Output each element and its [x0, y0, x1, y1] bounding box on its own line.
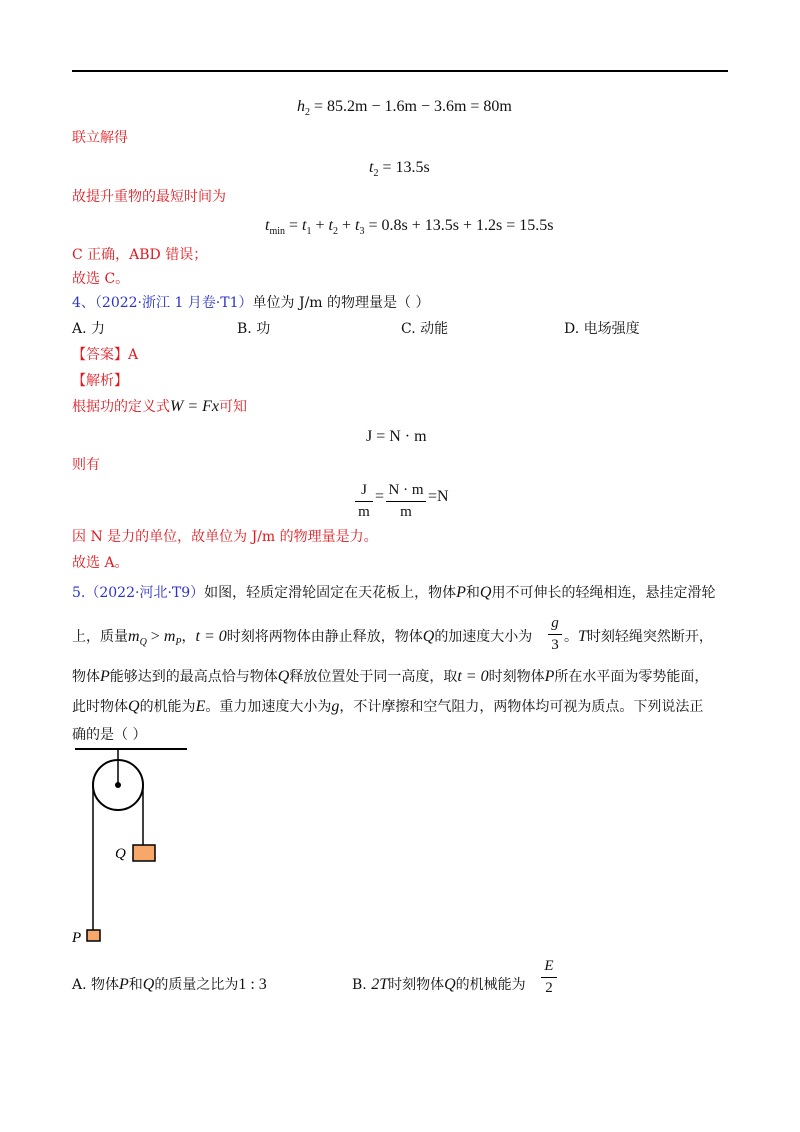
q5-text: 。 — [564, 629, 578, 645]
q5-text: 的加速度大小为 — [434, 629, 533, 645]
frac-num: N · m — [388, 482, 424, 498]
q4-option-c: C. 动能 — [401, 321, 449, 337]
eq-tail: = 0.8s + 13.5s + 1.2s = 15.5s — [364, 217, 554, 234]
q4-option-d: D. 电场强度 — [564, 321, 640, 337]
q5-text: 释放位置处于同一高度，取 — [289, 669, 458, 685]
var-2t: 2T — [371, 976, 389, 993]
q4-choose: 故选 A。 — [72, 555, 129, 571]
q4-def-formula: W = Fx — [170, 398, 219, 415]
frac-nm-over-m — [386, 482, 426, 521]
q5-text: 时刻轻绳突然断开， — [586, 629, 713, 645]
q5-text: 时刻物体 — [488, 669, 545, 685]
eq-t3: t — [355, 217, 360, 234]
eq-n: =N — [428, 488, 449, 505]
q5-line2 — [72, 628, 532, 652]
frac-den: 3 — [551, 637, 559, 653]
q5-text: 物体 — [72, 669, 100, 685]
eq-var: t — [265, 217, 270, 234]
frac-den: 2 — [545, 980, 553, 996]
ratio: 1 : 3 — [238, 976, 267, 993]
q4-text: 单位为 J/m 的物理量是（ ） — [252, 295, 430, 311]
frac-e-over-2 — [541, 958, 557, 997]
q5-text: 所在水平面为零势能面， — [554, 669, 709, 685]
q5-text: 时刻将两物体由静止释放，物体 — [226, 629, 423, 645]
opt-text: 和 — [128, 977, 143, 993]
equation-j: J = N · m — [366, 428, 427, 445]
pulley-axle — [115, 782, 121, 788]
q5-text: 能够达到的最高点恰与物体 — [109, 669, 278, 685]
q5-text: ，不计摩擦和空气阻力，两物体均可视为质点。下列说法正 — [339, 699, 704, 715]
q5-number: 5. — [72, 585, 86, 601]
q4-work-definition — [72, 398, 247, 416]
q5-line5: 确的是（ ） — [72, 727, 147, 743]
var-q: Q — [444, 976, 456, 993]
q5-line4 — [72, 698, 703, 716]
q5-text: 如图，轻质定滑轮固定在天花板上，物体 — [204, 585, 457, 601]
frac-den: m — [400, 504, 412, 520]
opt-text: 时刻物体 — [388, 977, 445, 993]
opt-text: 的质量之比为 — [154, 977, 239, 993]
text-guti: 故提升重物的最短时间为 — [72, 189, 226, 205]
q5-text: 。重力加速度大小为 — [205, 699, 332, 715]
t-zero: t = 0 — [195, 628, 227, 645]
frac-g-over-3 — [548, 615, 562, 654]
var-q: Q — [422, 628, 435, 645]
q4-source: （2022·浙江 1 月卷·T1） — [94, 295, 253, 311]
eq-sub: 2 — [305, 107, 310, 118]
text-c-correct: C 正确，ABD 错误； — [72, 247, 208, 263]
header-rule — [72, 70, 728, 72]
frac-num: J — [361, 482, 367, 498]
q5-text: 上，质量 — [72, 629, 128, 645]
var-p: P — [100, 668, 110, 685]
equation-h2 — [297, 98, 512, 122]
var-g: g — [331, 698, 340, 715]
q5-line2-tail — [564, 628, 713, 646]
q4-conclusion: 因 N 是力的单位，故单位为 J/m 的物理量是力。 — [72, 529, 378, 545]
q5-option-b — [352, 976, 526, 994]
q5-text: 和 — [465, 585, 480, 601]
opt-text: A. 物体 — [72, 977, 120, 993]
var-p: P — [119, 976, 129, 993]
frac-num: g — [551, 615, 559, 631]
q5-source: （2022·河北·T9） — [85, 585, 205, 601]
eq-var: h — [297, 98, 305, 115]
block-q — [133, 845, 155, 861]
q5-text: 此时物体 — [72, 699, 128, 715]
eq-rhs: = 13.5s — [378, 159, 430, 176]
q4-def-post: 可知 — [219, 399, 247, 415]
q5-text: ， — [181, 629, 196, 645]
q4-stem — [72, 294, 429, 312]
label-q: Q — [115, 846, 126, 862]
equation-tmin: $t_{min} = t_1 + t_2 + t_3 = 0.8s + 13.5s + 1.2s = 15.5s$ — [265, 217, 554, 237]
q4-number: 4、 — [72, 295, 95, 311]
label-p: P — [72, 930, 82, 946]
var-m-sub: P — [175, 637, 182, 648]
q5-text: 的机能为 — [139, 699, 196, 715]
eq-var: t — [369, 159, 374, 176]
text-choose-c: 故选 C。 — [72, 271, 130, 287]
eq-t1: t — [302, 217, 307, 234]
q5-option-a — [72, 976, 267, 994]
var-m: m — [163, 628, 176, 645]
gt-sign: > — [146, 628, 164, 645]
var-q: Q — [128, 698, 140, 715]
eq-rhs: = 85.2m − 1.6m − 3.6m = 80m — [310, 98, 512, 115]
var-p: P — [544, 668, 555, 685]
q4-answer: 【答案】A — [72, 347, 139, 363]
var-m: m — [128, 628, 140, 645]
q4-analysis-label: 【解析】 — [72, 373, 128, 389]
q4-option-b: B. 功 — [237, 321, 271, 337]
eq-sub: 2 — [373, 168, 379, 179]
frac-den: m — [358, 504, 370, 520]
opt-text: B. — [352, 977, 367, 993]
q5-line1 — [72, 584, 715, 602]
var-p: P — [456, 584, 466, 601]
var-q: Q — [479, 584, 492, 601]
eq-t2-sub: 2 — [332, 226, 338, 237]
var-m-sub: Q — [139, 637, 147, 648]
frac-j-over-m — [355, 482, 373, 521]
q4-zeyou: 则有 — [72, 457, 100, 473]
eq-sub: min — [269, 226, 286, 237]
q5-line3 — [72, 668, 708, 686]
var-e: E — [195, 698, 206, 715]
eq-t3-sub: 3 — [359, 226, 365, 237]
eq-t1-sub: 1 — [306, 226, 312, 237]
equation-t2 — [369, 159, 430, 183]
eq-equals: = — [375, 488, 385, 505]
opt-text: 的机械能为 — [455, 977, 526, 993]
var-q: Q — [142, 976, 155, 993]
eq-t2: t — [328, 217, 333, 234]
var-t: T — [578, 628, 587, 645]
var-q: Q — [277, 668, 290, 685]
q5-text: 用不可伸长的轻绳相连，悬挂定滑轮 — [491, 585, 716, 601]
pulley-figure — [70, 745, 200, 950]
text-lianli: 联立解得 — [72, 130, 128, 146]
frac-num: E — [544, 958, 554, 974]
q4-def-pre: 根据功的定义式 — [72, 399, 170, 415]
q4-option-a: A. 力 — [72, 321, 106, 337]
t-zero: t = 0 — [457, 668, 489, 685]
block-p — [87, 930, 100, 941]
